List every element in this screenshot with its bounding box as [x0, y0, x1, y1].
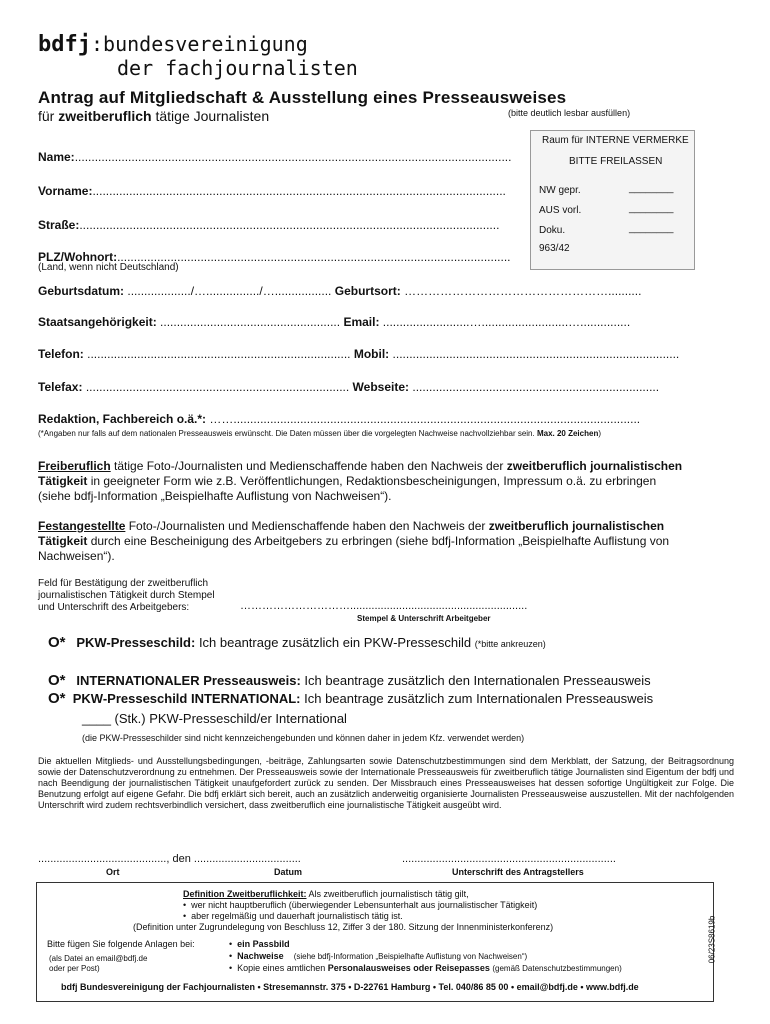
strasse-dots: .............................................................................................................................. [79, 218, 500, 232]
attachment-kopie: Kopie eines amtlichen [237, 963, 326, 973]
strasse-label: Straße: [38, 218, 80, 232]
subtitle-post: tätige Journalisten [155, 108, 270, 124]
definition-ref: (Definition unter Zugrundelegung von Beschluss 12, Ziffer 3 der 180. Sitzung der Innenministerkonferenz) [133, 922, 554, 932]
geburtsdatum-field[interactable] [38, 284, 641, 298]
intl-text: Ich beantrage zusätzlich den Internationalen Presseausweis [304, 673, 651, 688]
telefax-label: Telefax: [38, 380, 83, 394]
redaktion-note-bold: Max. 20 Zeichen [536, 429, 599, 438]
pkwintl-option[interactable] [48, 690, 653, 707]
ort-dots: .......................................... [38, 853, 167, 865]
freiberuflich-line2 [38, 474, 656, 488]
subtitle-pre: für [38, 108, 55, 124]
festangestellt-text3: Nachweisen“). [38, 549, 115, 563]
info-box [36, 882, 717, 1002]
definition-bullet1: • wer nicht hauptberuflich (überwiegender Lebensunterhalt aus journalistischer Tätigkeit) [183, 900, 538, 910]
employer-text1: Feld für Bestätigung der zweitberuflich [38, 578, 209, 589]
intl-option[interactable] [48, 672, 651, 689]
attachments-intro: Bitte fügen Sie folgende Anlagen bei: [47, 939, 195, 949]
attachment-item1: • ein Passbild [229, 939, 290, 949]
pkw-option[interactable] [48, 634, 546, 651]
festangestellt-bold1: zweitberuflich journalistischen [488, 519, 665, 533]
internal-code: 963/42 [539, 243, 570, 254]
employer-signature-line[interactable]: ………………………….......................................................... [240, 600, 528, 612]
definition-title: Definition Zweitberuflichkeit: [183, 889, 307, 899]
page-subtitle [38, 108, 269, 124]
internal-box-title: Raum für INTERNE VERMERKE [542, 135, 689, 146]
attachment-passbild: ein Passbild [237, 939, 290, 949]
pkwintl-text: Ich beantrage zusätzlich zum Internationalen Presseausweis [304, 691, 654, 706]
subtitle-bold: zweitberuflich [58, 108, 152, 124]
definition-bullet2: • aber regelmäßig und dauerhaft journalistisch tätig ist. [183, 911, 403, 921]
internal-row-label: NW gepr. [539, 185, 581, 196]
logo-separator: : [90, 32, 104, 56]
redaktion-note [38, 429, 601, 438]
freiberuflich-line1 [38, 459, 682, 473]
freiberuflich-text3: (siehe bdfj-Information „Beispielhafte Auflistung von Nachweisen“). [38, 489, 392, 503]
den-text: , den [166, 853, 191, 865]
employer-caption: Stempel & Unterschrift Arbeitgeber [357, 614, 491, 623]
telefax-dots: ............................................................................... [85, 380, 350, 394]
staat-field[interactable] [38, 315, 630, 329]
webseite-label: Webseite: [352, 380, 410, 394]
geburtsort-label: Geburtsort: [334, 284, 401, 298]
pkw-label: PKW-Presseschild: [76, 635, 196, 650]
geburtsdatum-label: Geburtsdatum: [38, 284, 125, 298]
telefon-label: Telefon: [38, 347, 84, 361]
freiberuflich-text2: in geeigneter Form wie z.B. Veröffentlichungen, Redaktionsbescheinigungen, Impressum o.ä. zu erbringen [90, 474, 657, 488]
freiberuflich-bold1: zweitberuflich journalistischen [506, 459, 683, 473]
vorname-field[interactable] [38, 184, 506, 198]
telefax-field[interactable] [38, 380, 659, 394]
vorname-dots: ............................................................................................................................ [92, 184, 506, 198]
pkwintl-checkbox[interactable]: O* [48, 690, 66, 707]
redaktion-dots: …….......................................................................................................................... [209, 412, 641, 426]
stk-quantity[interactable]: ____ (Stk.) PKW-Presseschild/er International [82, 711, 347, 726]
geburtsdatum-dots: .................../…................/…................. [127, 284, 332, 298]
internal-notes-box [530, 130, 695, 270]
webseite-dots: .......................................................................... [412, 380, 660, 394]
side-code: 06/23S8619b [707, 915, 717, 964]
internal-row-line: ________ [629, 223, 674, 234]
internal-row-label: Doku. [539, 225, 566, 236]
freiberuflich-bold2: Tätigkeit [38, 474, 88, 488]
intl-checkbox[interactable]: O* [48, 672, 66, 689]
attachment-item2: • Nachweise (siehe bdfj-Information „Beispielhafte Auflistung von Nachweisen“) [229, 951, 528, 961]
definition-title-rest: Als zweitberuflich journalistisch tätig gilt, [308, 889, 469, 899]
geburtsort-dots: …………………………………………….......... [404, 284, 642, 298]
name-label: Name: [38, 150, 75, 164]
attachment-nachweise: Nachweise [237, 951, 284, 961]
employer-text2: journalistischen Tätigkeit durch Stempel [38, 590, 215, 601]
logo-line1: bundesvereinigung [103, 32, 308, 56]
internal-row-line: ________ [629, 203, 674, 214]
legal-text: Die aktuellen Mitglieds- und Ausstellungsbedingungen, -beiträge, Zahlungsarten sowie Datenschutzbestimmungen sind dem Merkblatt, der Satzung, der Beitragsordnung sowie der Datenschutzverordnung zu entnehmen. Der Presseausweis sowie der Internationale Presseausweis für zweitberuflich tätige Journalisten sind Eigentum der bdfj und nach Beendigung der journalistischen Tätigkeit unaufgefordert zurück zu senden. Der Missbrauch eines Presseausweises hat dessen sofortige Ungültigkeit zur Folge. Die Benutzung erfolgt auf eigene Gefahr. Die bdfj erklärt sich bereit, auch an zusätzlich anderweitig organisierte Journalisten Presseausweise auszustellen. Mit der nachfolgenden Unterschrift wird zudem rechtsverbindlich versichert, dass zweitberuflich eine journalistische Tätigkeit ausgeübt wird. [38, 756, 734, 810]
internal-row-label: AUS vorl. [539, 205, 582, 216]
attachment-ausweis: Personalausweises oder Reisepasses [327, 963, 490, 973]
definition-line [183, 889, 469, 899]
mobil-dots: ...................................................................................... [392, 347, 680, 361]
logo [38, 32, 308, 57]
page-title: Antrag auf Mitgliedschaft & Ausstellung eines Presseausweises [38, 88, 567, 107]
pkw-checkbox[interactable]: O* [48, 634, 66, 651]
logo-abbr: bdfj [38, 32, 91, 57]
footer-address: bdfj Bundesvereinigung der Fachjournalisten • Stresemannstr. 375 • D-22761 Hamburg • Tel. 040/86 85 00 • email@bdfj.de • www.bdfj.de [61, 982, 639, 992]
logo-line2: der fachjournalisten [117, 56, 358, 80]
festangestellt-line2 [38, 534, 669, 548]
email-label: Email: [343, 315, 380, 329]
name-field[interactable] [38, 150, 511, 164]
freiberuflich-text1: tätige Foto-/Journalisten und Medienschaffende haben den Nachweis der [114, 459, 504, 473]
redaktion-note-end: ) [598, 429, 601, 438]
telefon-field[interactable] [38, 347, 679, 361]
redaktion-field[interactable] [38, 412, 640, 426]
ort-caption: Ort [106, 867, 120, 877]
attachments-note2: oder per Post) [49, 964, 100, 973]
signature-line[interactable] [38, 853, 301, 865]
redaktion-label: Redaktion, Fachbereich o.ä.*: [38, 412, 207, 426]
definition-b2: aber regelmäßig und dauerhaft journalistisch tätig ist. [191, 911, 403, 921]
redaktion-note-text: (*Angaben nur falls auf dem nationalen Presseausweis erwünscht. Die Daten müssen über die vorgelegten Nachweise nachvollziehbar sein. [38, 429, 535, 438]
internal-row-line: ________ [629, 183, 674, 194]
staat-dots: ...................................................... [160, 315, 341, 329]
datum-dots: ................................... [193, 853, 301, 865]
festangestellt-text1: Foto-/Journalisten und Medienschaffende haben den Nachweis der [128, 519, 486, 533]
applicant-signature-dots[interactable]: ...................................................................... [402, 853, 616, 865]
plz-label: PLZ/Wohnort: [38, 250, 118, 264]
definition-b1: wer nicht hauptberuflich (überwiegender Lebensunterhalt aus journalistischer Tätigkeit) [191, 900, 538, 910]
telefon-dots: ............................................................................... [87, 347, 351, 361]
stk-note: (die PKW-Presseschilder sind nicht kennzeichengebunden und können daher in jedem Kfz. verwendet werden) [82, 733, 525, 743]
name-dots: ................................................................................................................................... [74, 150, 512, 164]
festangestellt-line1 [38, 519, 664, 533]
festangestellt-text2: durch eine Bescheinigung des Arbeitgebers zu erbringen (siehe bdfj-Information „Beispielhafte Auflistung von [90, 534, 670, 548]
festangestellt-heading: Festangestellte [38, 519, 126, 533]
legibility-note: (bitte deutlich lesbar ausfüllen) [508, 108, 631, 118]
staat-label: Staatsangehörigkeit: [38, 315, 157, 329]
internal-box-subtitle: BITTE FREILASSEN [569, 156, 663, 167]
pkwintl-label: PKW-Presseschild INTERNATIONAL: [72, 691, 301, 706]
attachments-note1: (als Datei an email@bdfj.de [49, 954, 148, 963]
datum-caption: Datum [274, 867, 303, 877]
pkw-note: (*bitte ankreuzen) [474, 639, 546, 649]
intl-label: INTERNATIONALER Presseausweis: [76, 673, 301, 688]
festangestellt-bold2: Tätigkeit [38, 534, 88, 548]
pkw-text: Ich beantrage zusätzlich ein PKW-Presseschild [198, 635, 472, 650]
plz-dots: ...................................................................................................................... [117, 250, 511, 264]
freiberuflich-heading: Freiberuflich [38, 459, 111, 473]
email-dots: ..........................…..........................…............... [382, 315, 631, 329]
attachment-nachweise-note: (siehe bdfj-Information „Beispielhafte Auflistung von Nachweisen“) [293, 952, 528, 961]
strasse-field[interactable] [38, 218, 499, 232]
plz-hint: (Land, wenn nicht Deutschland) [38, 262, 179, 273]
signature-caption: Unterschrift des Antragstellers [452, 867, 584, 877]
mobil-label: Mobil: [353, 347, 390, 361]
employer-text3: und Unterschrift des Arbeitgebers: [38, 602, 190, 613]
attachment-item3: • Kopie eines amtlichen Personalausweises oder Reisepasses (gemäß Datenschutzbestimmungen) [229, 963, 622, 973]
attachment-ausweis-note: (gemäß Datenschutzbestimmungen) [492, 964, 622, 973]
vorname-label: Vorname: [38, 184, 93, 198]
